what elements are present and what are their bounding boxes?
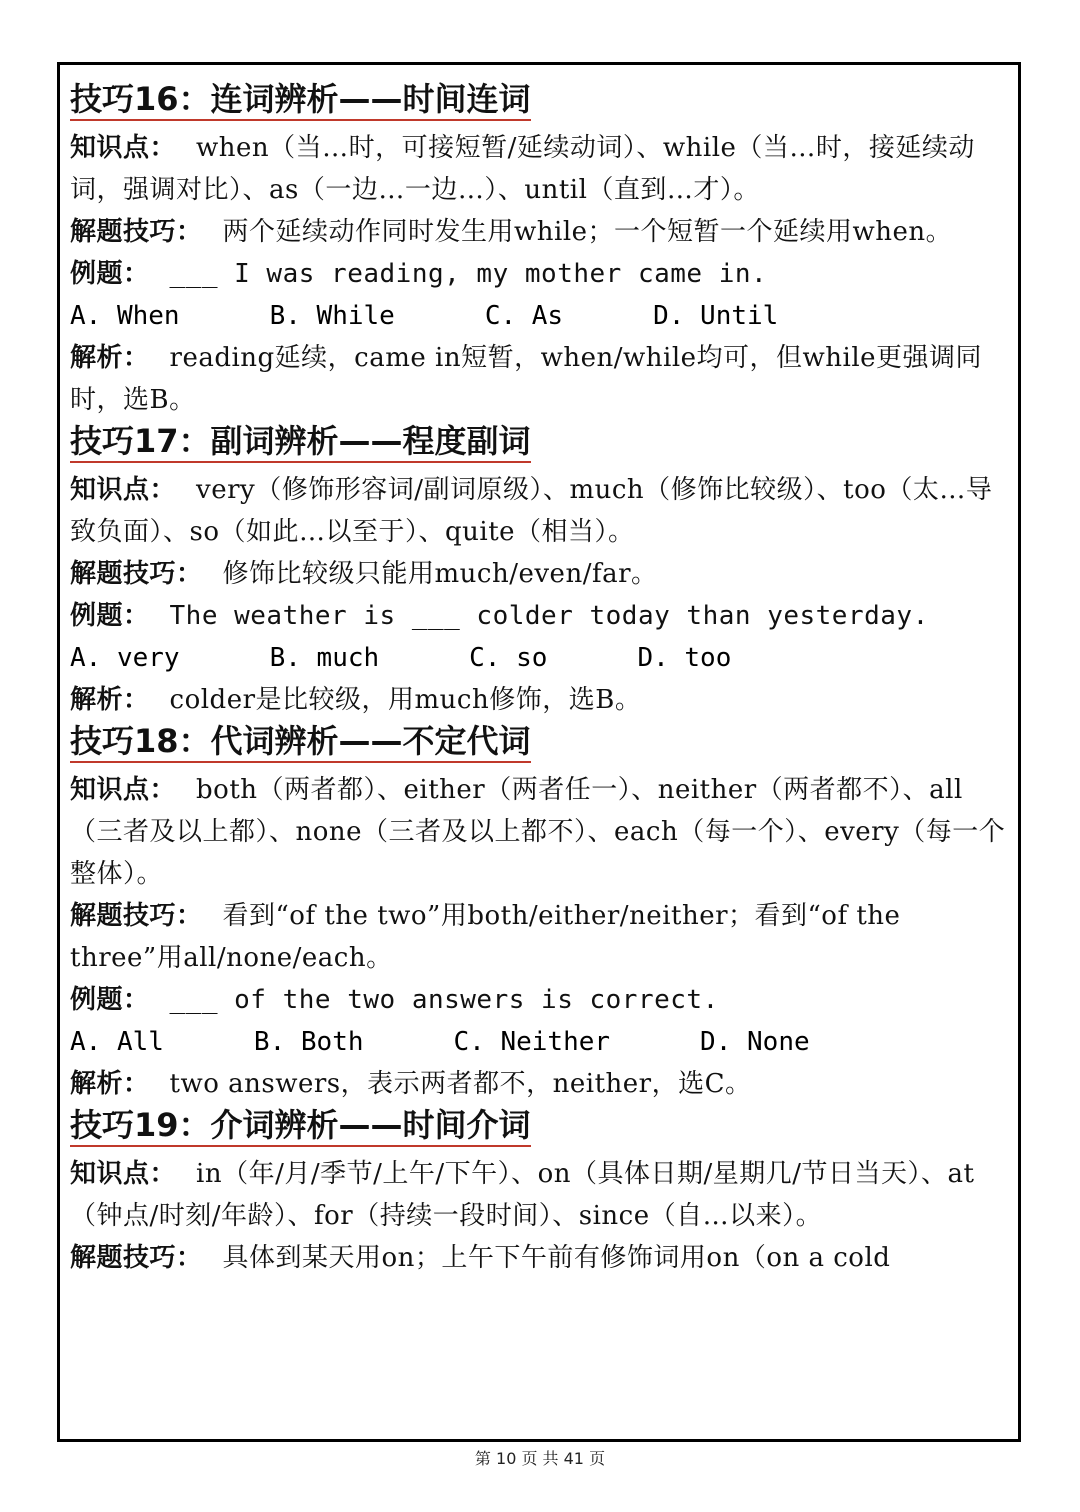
tips-text: 修饰比较级只能用much/even/far。 — [222, 559, 658, 589]
tips-text: 具体到某天用on；上午下午前有修饰词用on（on a cold — [222, 1243, 891, 1273]
knowledge-paragraph — [70, 469, 1010, 553]
option-b: B. Both — [253, 1027, 364, 1057]
example-text: ___ of the two answers is correct. — [169, 985, 719, 1015]
analysis-text: reading延续，came in短暂，when/while均可，但while更强调同时，选B。 — [70, 343, 983, 415]
analysis-paragraph — [70, 679, 1010, 721]
option-d: D. too — [637, 643, 732, 673]
tips-text: 两个延续动作同时发生用while；一个短暂一个延续用when。 — [222, 217, 953, 247]
example-label: 例题： — [70, 259, 150, 289]
tips-text: 看到“of the two”用both/either/neither；看到“of the three”用all/none/each。 — [70, 901, 901, 973]
analysis-label: 解析： — [70, 1069, 150, 1099]
option-b: B. While — [269, 301, 395, 331]
option-c: C. Neither — [453, 1027, 611, 1057]
analysis-text: colder是比较级，用much修饰，选B。 — [169, 685, 642, 715]
tips-paragraph — [70, 211, 1010, 253]
knowledge-label: 知识点： — [70, 133, 177, 163]
section-title: 技巧18：代词辨析——不定代词 — [70, 721, 531, 763]
option-d: D. Until — [653, 301, 779, 331]
option-a: A. All — [70, 1027, 164, 1057]
options-row — [70, 295, 1010, 337]
knowledge-text: both（两者都）、either（两者任一）、neither（两者都不）、all（三者及以上都）、none（三者及以上都不）、each（每一个）、every（每一个整体）。 — [70, 775, 1006, 889]
knowledge-paragraph — [70, 1153, 1010, 1237]
analysis-paragraph — [70, 337, 1010, 421]
analysis-paragraph — [70, 1063, 1010, 1105]
knowledge-label: 知识点： — [70, 775, 177, 805]
options-row — [70, 1021, 1010, 1063]
tips-paragraph — [70, 553, 1010, 595]
knowledge-text: in（年/月/季节/上午/下午）、on（具体日期/星期几/节日当天）、at（钟点/时刻/年龄）、for（持续一段时间）、since（自…以来）。 — [70, 1159, 975, 1231]
knowledge-label: 知识点： — [70, 1159, 177, 1189]
knowledge-paragraph — [70, 769, 1010, 895]
example-text: The weather is ___ colder today than yesterday. — [169, 601, 929, 631]
example-label: 例题： — [70, 985, 150, 1015]
section-19 — [70, 1105, 1010, 1279]
tips-label: 解题技巧： — [70, 559, 203, 589]
tips-label: 解题技巧： — [70, 217, 203, 247]
section-title: 技巧19：介词辨析——时间介词 — [70, 1105, 531, 1147]
option-a: A. very — [70, 643, 180, 673]
section-title: 技巧17：副词辨析——程度副词 — [70, 421, 531, 463]
example-paragraph — [70, 595, 1010, 637]
section-16 — [70, 79, 1010, 421]
option-b: B. much — [269, 643, 380, 673]
tips-paragraph — [70, 1237, 1010, 1279]
knowledge-label: 知识点： — [70, 475, 177, 505]
options-row — [70, 637, 1010, 679]
example-paragraph — [70, 253, 1010, 295]
section-17 — [70, 421, 1010, 721]
page-frame — [57, 62, 1021, 1442]
tips-label: 解题技巧： — [70, 1243, 203, 1273]
option-c: C. As — [484, 301, 564, 331]
tips-paragraph — [70, 895, 1010, 979]
option-a: A. When — [70, 301, 180, 331]
knowledge-paragraph — [70, 127, 1010, 211]
knowledge-text: when（当…时，可接短暂/延续动词）、while（当…时，接延续动词，强调对比）、as（一边…一边…）、until（直到…才）。 — [70, 133, 975, 205]
option-d: D. None — [700, 1027, 810, 1057]
example-label: 例题： — [70, 601, 150, 631]
section-title: 技巧16：连词辨析——时间连词 — [70, 79, 531, 121]
section-18 — [70, 721, 1010, 1105]
example-text: ___ I was reading, my mother came in. — [169, 259, 768, 289]
analysis-label: 解析： — [70, 343, 150, 373]
page-number-footer: 第 10 页 共 41 页 — [474, 1449, 606, 1468]
example-paragraph — [70, 979, 1010, 1021]
analysis-text: two answers，表示两者都不，neither，选C。 — [169, 1069, 752, 1099]
tips-label: 解题技巧： — [70, 901, 203, 931]
knowledge-text: very（修饰形容词/副词原级）、much（修饰比较级）、too（太…导致负面）、so（如此…以至于）、quite（相当）。 — [70, 475, 993, 547]
analysis-label: 解析： — [70, 685, 150, 715]
option-c: C. so — [469, 643, 548, 673]
